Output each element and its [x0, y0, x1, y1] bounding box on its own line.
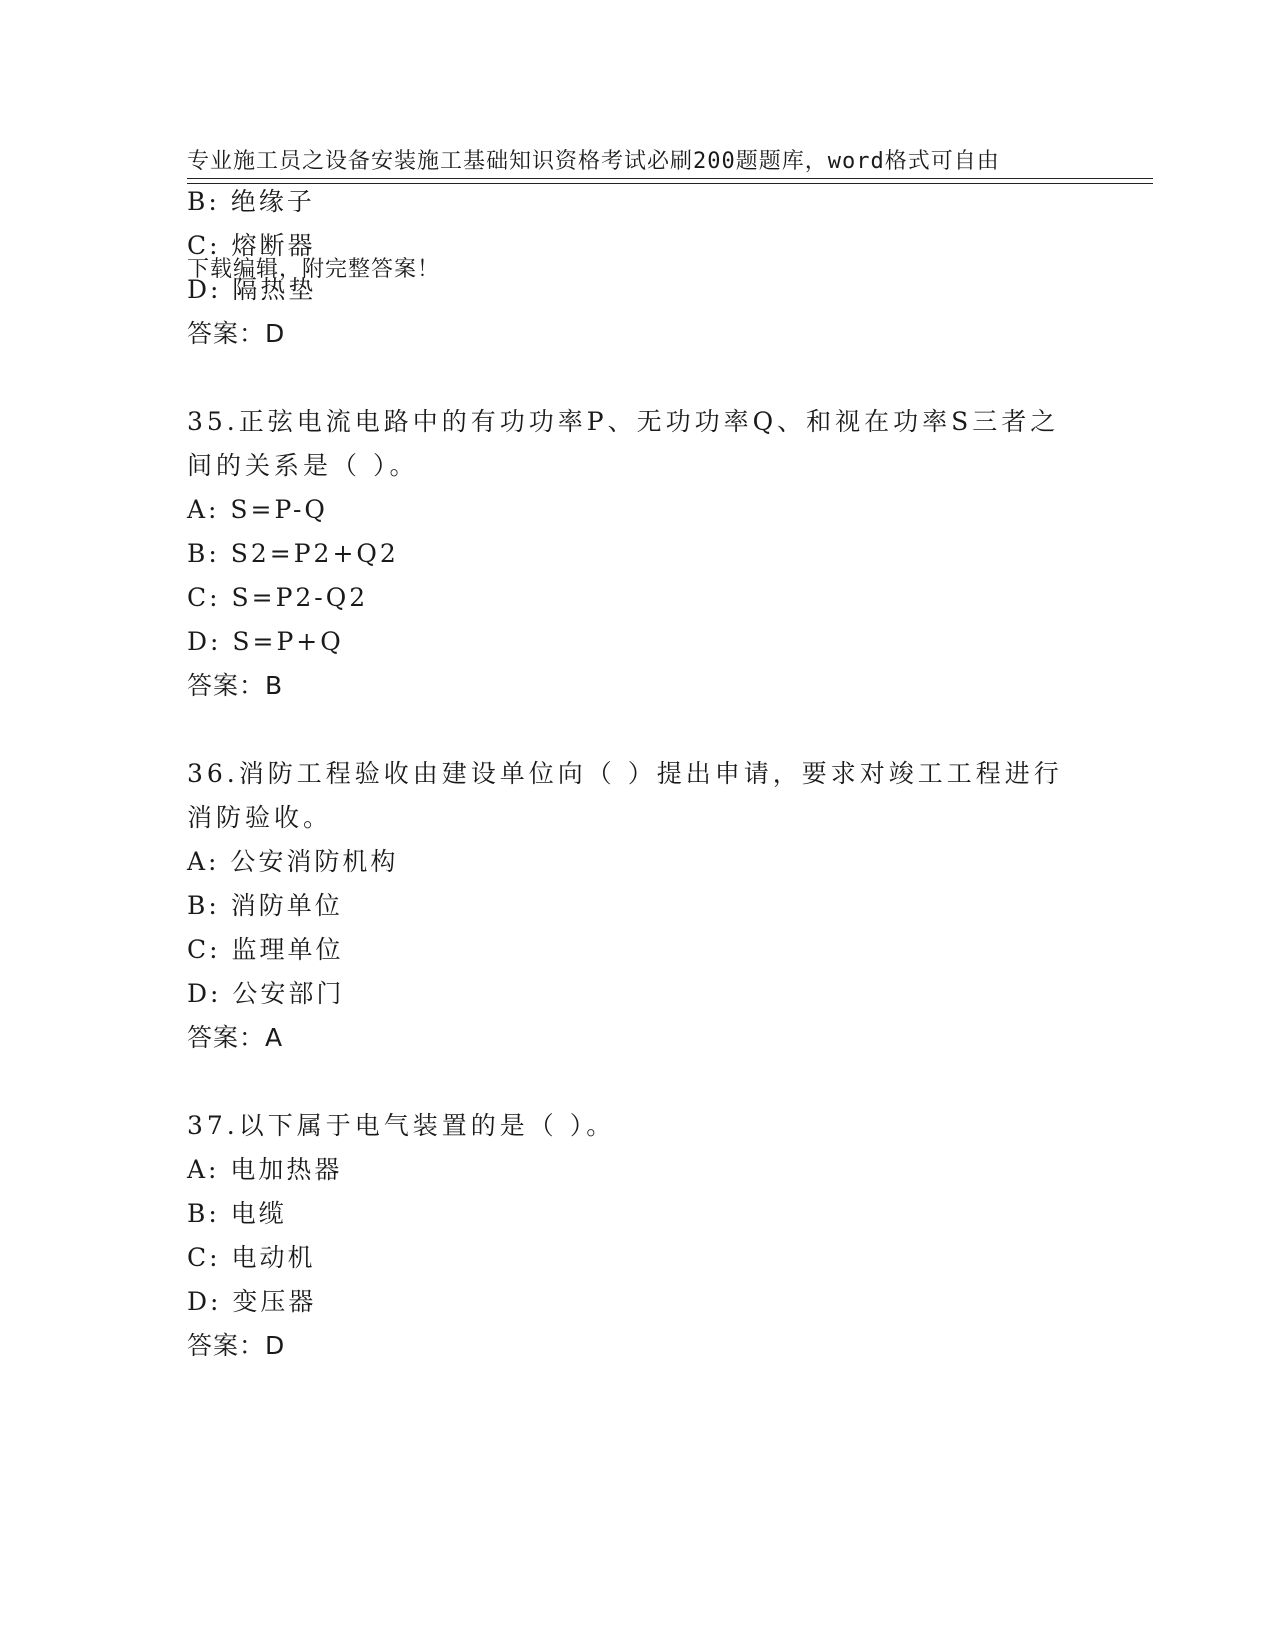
answer-line: 答案：B [187, 671, 284, 700]
option-c: C: 监理单位 [187, 935, 344, 964]
answer-line: 答案：D [187, 1331, 286, 1360]
option-c: C: 熔断器 [187, 231, 316, 260]
option-c: C: S=P2-Q2 [187, 583, 369, 612]
option-b: B: 消防单位 [187, 891, 343, 920]
option-c: C: 电动机 [187, 1243, 316, 1272]
question-text-cont: 间的关系是（ ）。 [187, 451, 419, 480]
header-divider-bottom [187, 183, 1153, 184]
document-header [187, 72, 1067, 360]
answer-line: 答案：D [187, 319, 286, 348]
question-text: 37.以下属于电气装置的是（ ）。 [187, 1111, 616, 1140]
option-b: B: 绝缘子 [187, 187, 315, 216]
question-text-cont: 消防验收。 [187, 803, 333, 832]
option-d: D: 公安部门 [187, 979, 345, 1008]
option-a: A: 公安消防机构 [187, 847, 399, 876]
option-d: D: 变压器 [187, 1287, 317, 1316]
question-text: 35.正弦电流电路中的有功功率P、无功功率Q、和视在功率S三者之 [187, 407, 1060, 436]
header-line-1: 专业施工员之设备安装施工基础知识资格考试必刷200题题库，word格式可自由 [187, 149, 1000, 174]
option-d: D: S=P+Q [187, 627, 344, 656]
option-b: B: 电缆 [187, 1199, 287, 1228]
option-b: B: S2=P2+Q2 [187, 539, 399, 568]
question-text: 36.消防工程验收由建设单位向（ ）提出申请，要求对竣工工程进行 [187, 759, 1063, 788]
option-a: A: S=P-Q [187, 495, 328, 524]
header-line-2: 下载编辑，附完整答案！ [187, 257, 441, 282]
answer-line: 答案：A [187, 1023, 284, 1052]
option-d: D: 隔热垫 [187, 275, 317, 304]
option-a: A: 电加热器 [187, 1155, 343, 1184]
header-divider-top [187, 178, 1153, 179]
